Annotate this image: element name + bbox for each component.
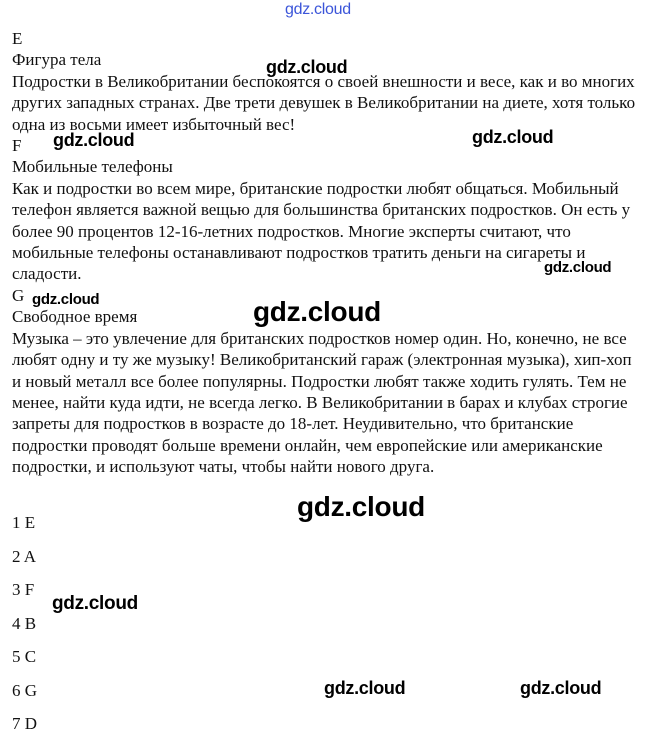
- watermark: gdz.cloud: [32, 291, 100, 308]
- watermark: gdz.cloud: [53, 130, 135, 150]
- section-paragraph: Как и подростки во всем мире, британские подростки любят общаться. Мобильный телефон является важной вещью для большинства британских подростков. Он есть у более 90 процентов 12-16-летних подростков. Многие эксперты считают, что мобильные телефоны останавливают подростков тратить деньги на сигареты и сладости.: [12, 178, 631, 284]
- section-letter: G: [12, 285, 25, 305]
- answer-list: [12, 512, 37, 747]
- watermark: gdz.cloud: [52, 593, 138, 614]
- section-letter: E: [12, 29, 23, 48]
- answer-item: 7 D: [12, 714, 38, 733]
- answer-item: 3 F: [12, 580, 35, 599]
- watermark: gdz.cloud: [544, 259, 612, 276]
- section-letter: F: [12, 136, 22, 156]
- watermark: gdz.cloud: [472, 127, 554, 147]
- section-paragraph: Музыка – это увлечение для британских подростков номер один. Но, конечно, не все любят одну и ту же музыку! Великобританский гараж (электронная музыка), хип-хоп и новый металл все более популярны. Подростки любят также ходить гулять. Тем не менее, найти куда идти, не всегда легко. В Великобритании в барах и клубах строгие запреты для подростков в возрасте до 18-лет. Неудивительно, что британские подростки проводят больше времени онлайн, чем европейские или американские подростки, и используют чаты, чтобы найти нового друга.: [12, 328, 632, 477]
- section-title: Свободное время: [12, 307, 138, 327]
- watermark: gdz.cloud: [266, 57, 348, 77]
- watermark: gdz.cloud: [324, 678, 406, 698]
- section-title: Мобильные телефоны: [12, 157, 173, 177]
- answer-item: 2 A: [12, 546, 37, 566]
- answer-item: 6 G: [12, 680, 38, 700]
- answer-item: 4 B: [12, 613, 37, 633]
- section-paragraph: Подростки в Великобритании беспокоятся о своей внешности и весе, как и во многих других западных странах. Две трети девушек в Великобритании на диете, хотя только одна из восьми имеет избыточный вес!: [12, 71, 636, 134]
- answer-item: 5 C: [12, 647, 37, 666]
- watermark: gdz.cloud: [285, 1, 351, 18]
- watermark: gdz.cloud: [297, 491, 425, 522]
- document-body: [12, 28, 637, 478]
- section-title: Фигура тела: [12, 50, 102, 70]
- watermark: gdz.cloud: [253, 296, 381, 327]
- answer-item: 1 E: [12, 513, 36, 532]
- watermark: gdz.cloud: [520, 678, 602, 698]
